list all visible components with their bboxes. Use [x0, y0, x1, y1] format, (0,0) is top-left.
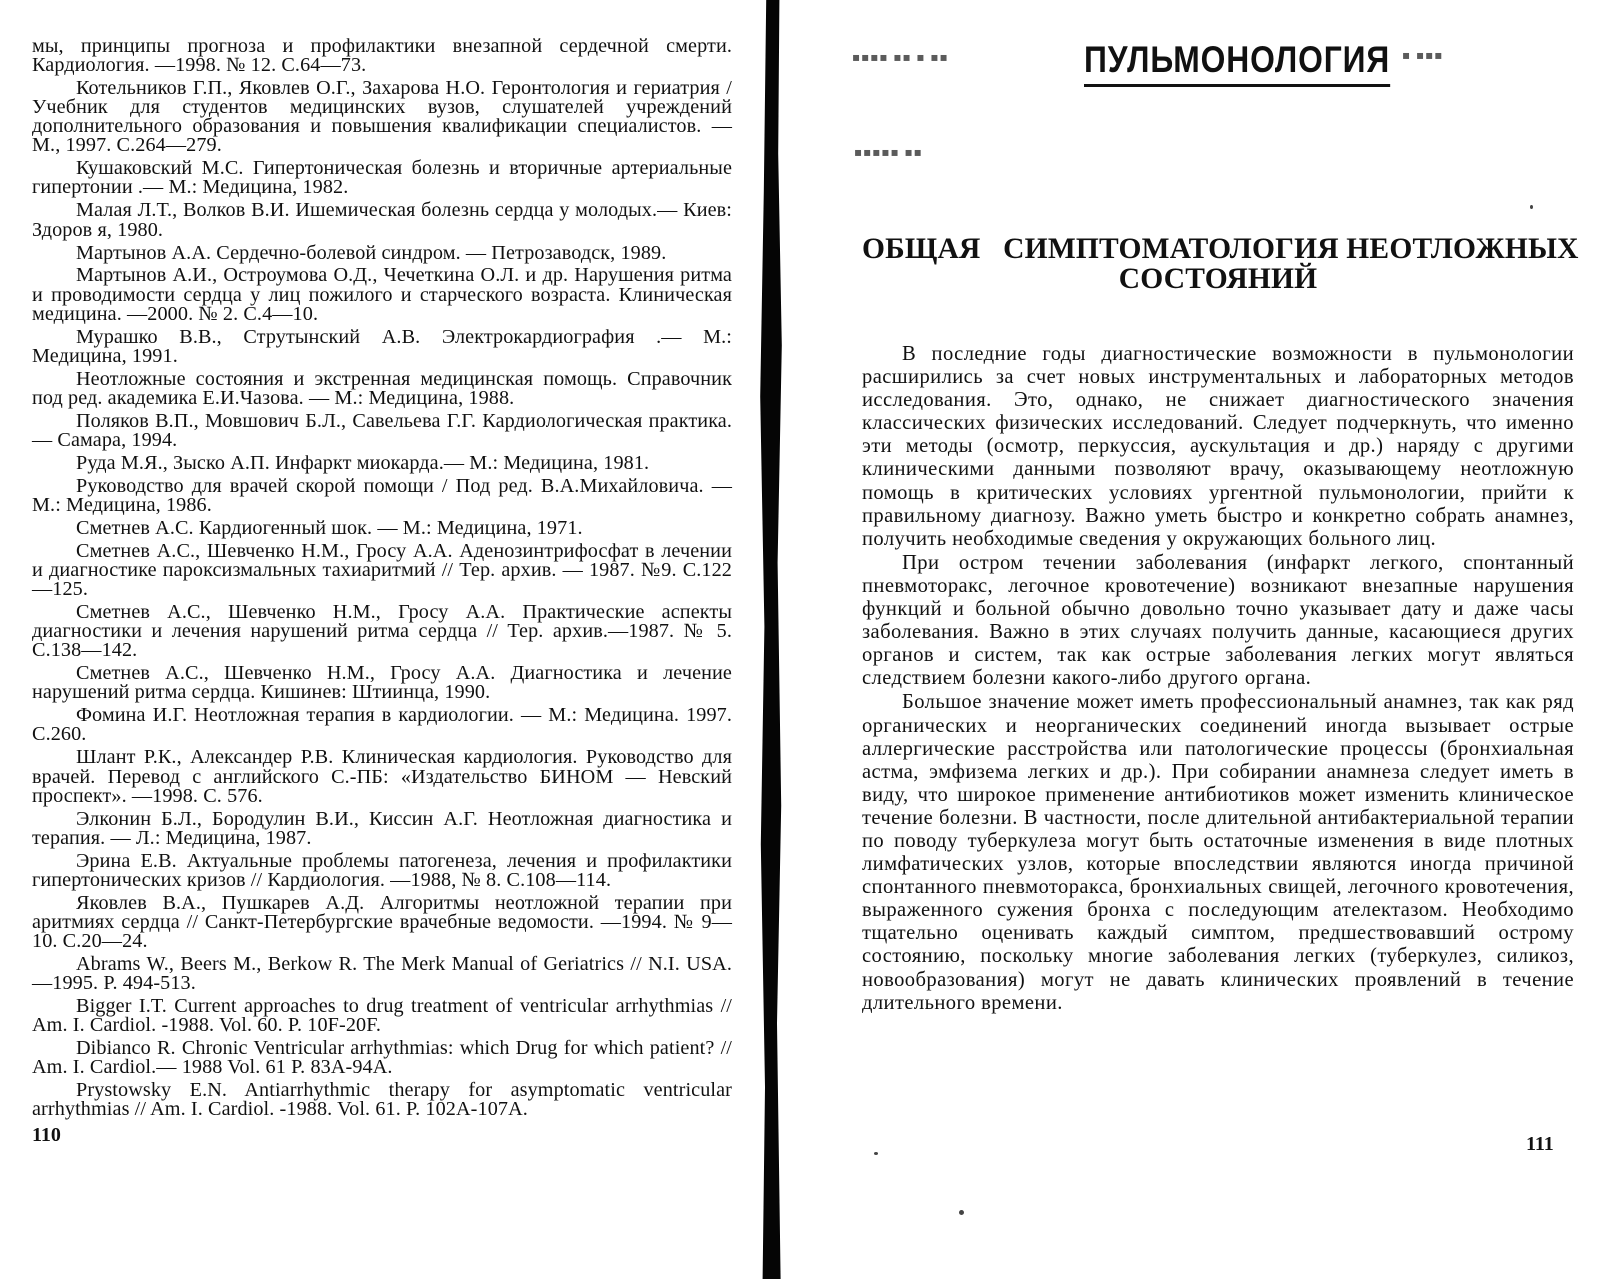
reference-item: Prystowsky E.N. Antiarrhythmic therapy for asymptomatic ventricular arrhythmias // Am. I. Cardiol. -1988. Vol. 61. P. 102A-107A.	[32, 1079, 732, 1121]
reference-item: Руда М.Я., Зыско А.П. Инфаркт миокарда.— М.: Медицина, 1981.	[76, 451, 650, 474]
reference-item: Котельников Г.П., Яковлев О.Г., Захарова Н.О. Геронтология и гериатрия / Учебник для студентов медицинских вузов, слушателей учреждений дополнительного образования и повышения квалификации специалистов. — М., 1997. С.264—279.	[32, 77, 732, 157]
left-page	[32, 0, 732, 1279]
scan-noise: ▪▪▪▪▪ ▪▪	[854, 145, 923, 159]
reference-item: Сметнев А.С. Кардиогенный шок. — М.: Медицина, 1971.	[76, 516, 583, 539]
reference-item: Dibianco R. Chronic Ventricular arrhythmias: which Drug for which patient? // Am. I. Cardiol.— 1988 Vol. 61 P. 83A-94A.	[32, 1037, 732, 1079]
chapter-heading-line: ОБЩАЯ СИМПТОМАТОЛОГИЯ НЕОТЛОЖНЫХ	[862, 233, 1579, 265]
chapter-heading-line: СОСТОЯНИЙ	[1118, 263, 1318, 295]
reference-item: Эрина Е.В. Актуальные проблемы патогенеза, лечения и профилактики гипертонических кризов // Кардиология. —1988, № 8. С.108—114.	[32, 849, 732, 891]
reference-item: Фомина И.Г. Неотложная терапия в кардиологии. — М.: Медицина. 1997. С.260.	[32, 704, 732, 746]
page-number: 111	[1526, 1133, 1554, 1155]
paragraph: В последние годы диагностические возможности в пульмонологии расширились за счет новых инструментальных и лабораторных методов исследования. Это, однако, не снижает диагностического значения классических физических исследований. Следует подчеркнуть, что именно эти методы (осмотр, перкуссия, аускультация и др.) наряду с другими клиническими данными позволяют врачу, оказывающему неотложную помощь в критических условиях ургентной пульмонологии, прийти к правильному диагнозу. Важно уметь быстро и конкретно собрать анамнез, получить необходимые сведения у окружающих больного лиц.	[862, 343, 1574, 550]
reference-item: Мурашко В.В., Струтынский А.В. Электрокардиография .— М.: Медицина, 1991.	[32, 325, 732, 367]
reference-item: Малая Л.Т., Волков В.И. Ишемическая болезнь сердца у молодых.— Киев: Здоров я, 1980.	[32, 199, 732, 241]
scan-noise: ▪ ▪▪▪	[1402, 48, 1444, 62]
paragraph: Большое значение может иметь профессиональный анамнез, так как ряд органических и неорганических соединений иногда вызывает острые аллергические расстройства или патологические процессы (бронхиальная астма, эмфизема легких и др.). При собирании анамнеза следует иметь в виду, что широкое применение антибиотиков может изменить клиническое течение болезни. В частности, после длительной антибактериальной терапии по поводу туберкулеза могут быть остаточные изменения в виде плотных лимфатических узлов, которые впоследствии являются иногда причиной спонтанного пневмоторакса, бронхиальных свищей, легочного кровотечения, выраженного сужения бронха с последующим ателектазом. Необходимо тщательно оценивать каждый симптом, предшествовавший острому состоянию, поскольку многие заболевания легких (туберкулез, силикоз, новообразования) могут не давать клинических проявлений в течение длительного времени.	[862, 691, 1574, 1014]
reference-item: Руководство для врачей скорой помощи / Под ред. В.А.Михайловича. — М.: Медицина, 1986.	[32, 474, 732, 516]
reference-item: Abrams W., Beers M., Berkow R. The Merk Manual of Geriatrics // N.I. USA. —1995. P. 494-513.	[32, 952, 732, 995]
scan-speck	[959, 1210, 964, 1215]
reference-item: Элконин Б.Л., Бородулин В.И., Киссин А.Г. Неотложная диагностика и терапия. — Л.: Медицина, 1987.	[32, 807, 732, 849]
scan-speck	[874, 1152, 878, 1155]
scan-noise: ▪▪▪▪ ▪▪ ▪ ▪▪	[852, 50, 949, 64]
reference-item: Мартынов А.И., Остроумова О.Д., Чечеткина О.Л. и др. Нарушения ритма и проводимости сердца у лиц пожилого и старческого возраста. Клиническая медицина. —2000. № 2. С.4—10.	[32, 264, 732, 325]
book-spine-shadow	[756, 0, 786, 1279]
running-head: ПУЛЬМОНОЛОГИЯ	[1084, 39, 1390, 87]
scan-speck	[1530, 205, 1533, 209]
reference-item: Сметнев А.С., Шевченко Н.М., Гросу А.А. Диагностика и лечение нарушений ритма сердца. Кишинев: Штиинца, 1990.	[32, 662, 732, 704]
reference-item: Шлант Р.К., Александер Р.В. Клиническая кардиология. Руководство для врачей. Перевод с английского С.-ПБ: «Издательство БИНОМ — Невский проспект». —1998. С. 576.	[32, 746, 732, 807]
right-page	[852, 0, 1579, 1279]
reference-item: Кушаковский М.С. Гипертоническая болезнь и вторичные артериальные гипертонии .— М.: Медицина, 1982.	[32, 157, 732, 199]
page-number: 110	[32, 1124, 61, 1146]
reference-item: Яковлев В.А., Пушкарев А.Д. Алгоритмы неотложной терапии при аритмиях сердца // Санкт-Петербургские врачебные ведомости. —1994. № 9—10. С.20—24.	[32, 891, 732, 952]
reference-item: мы, принципы прогноза и профилактики внезапной сердечной смерти. Кардиология. —1998. № 12. С.64—73.	[32, 35, 732, 77]
paragraph: При остром течении заболевания (инфаркт легкого, спонтанный пневмоторакс, легочное кровотечение) возникают внезапные нарушения функций и больной обычно довольно точно указывает дату и даже часы заболевания. Важно в этих случаях получить данные, касающиеся других органов и систем, так как острые заболевания легких могут являться следствием болезни какого-либо другого органа.	[862, 551, 1574, 690]
reference-item: Сметнев А.С., Шевченко Н.М., Гросу А.А. Аденозинтрифосфат в лечении и диагностике пароксизмальных тахиаритмий // Тер. архив. — 1987. №9. С.122—125.	[32, 539, 732, 601]
reference-item: Bigger I.T. Current approaches to drug treatment of ventricular arrhythmias // Am. I. Cardiol. -1988. Vol. 60. P. 10F-20F.	[32, 995, 732, 1037]
reference-item: Поляков В.П., Мовшович Б.Л., Савельева Г.Г. Кардиологическая практика. — Самара, 1994.	[32, 409, 732, 451]
reference-item: Неотложные состояния и экстренная медицинская помощь. Справочник под ред. академика Е.И.Чазова. — М.: Медицина, 1988.	[32, 367, 732, 409]
body-text	[862, 343, 1574, 1016]
reference-item: Сметнев А.С., Шевченко Н.М., Гросу А.А. Практические аспекты диагностики и лечения нарушений ритма сердца // Тер. архив.—1987. № 5. С.138—142.	[32, 601, 732, 662]
reference-list	[32, 37, 732, 1123]
reference-item: Мартынов А.А. Сердечно-болевой синдром. — Петрозаводск, 1989.	[76, 241, 667, 264]
chapter-heading	[862, 233, 1579, 295]
